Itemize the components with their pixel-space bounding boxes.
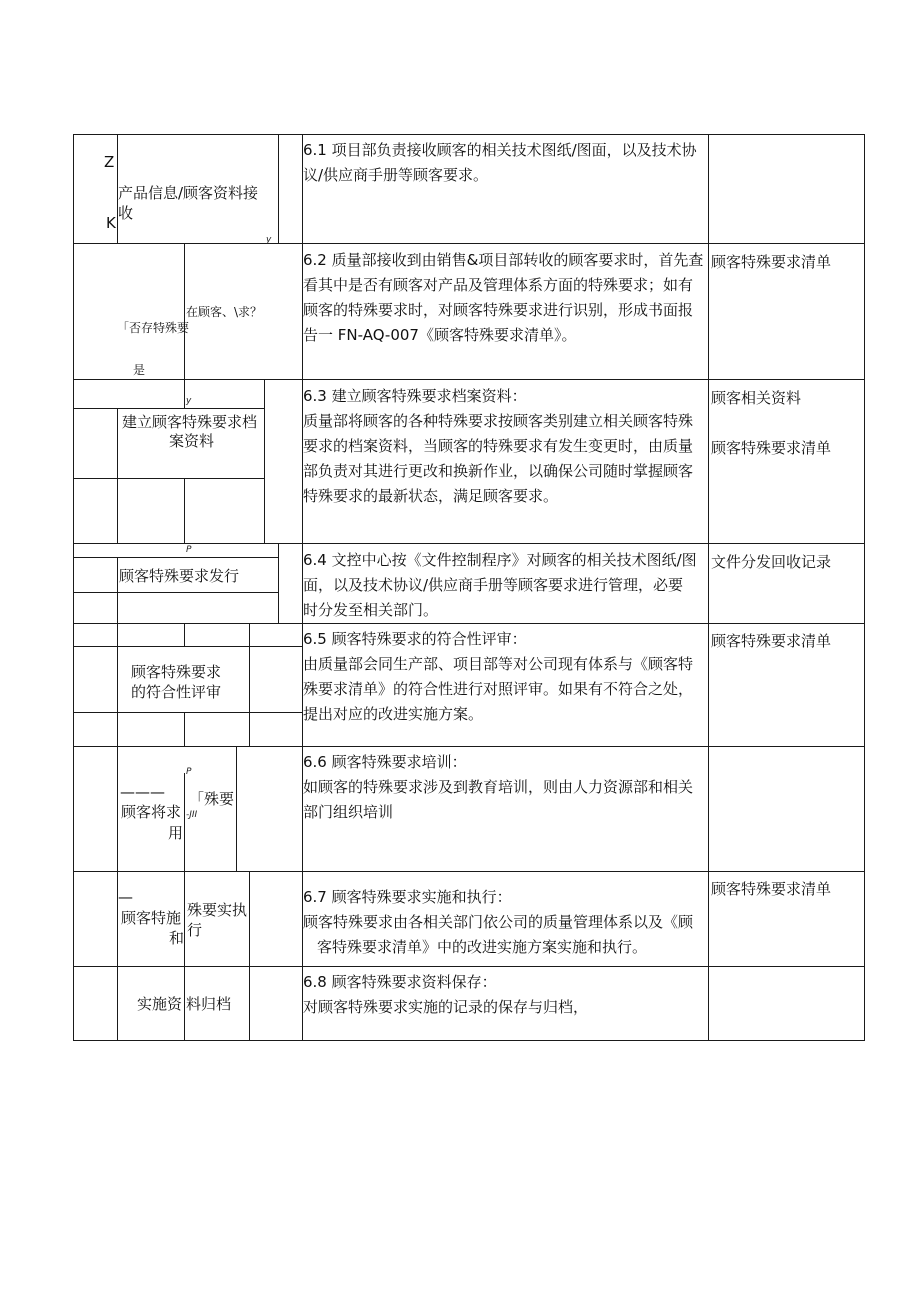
flow-step-1-text-cont: 收 [118,204,134,222]
desc-line: 如顾客的特殊要求涉及到教育培训，则由人力资源部和相关 [303,778,694,796]
flow-decision-question: 在顾客、\求？ [186,305,263,319]
output-record: 文件分发回收记录 [711,553,832,571]
table-bottom-border [73,1040,865,1041]
desc-line: 对顾客特殊要求实施的记录的保存与归档， [303,998,589,1016]
flow-step-6-text: 顾客将求 [121,803,182,821]
flow-grid-line [184,712,185,746]
flow-mark: y [186,396,192,406]
flow-step-1-text: 产品信息/顾客资料接 [118,184,259,202]
flow-grid-line [184,379,185,408]
desc-line: 殊要求清单》的符合性进行对照评审。如果有不符合之处， [303,680,694,698]
desc-line: 议/供应商手册等顾客要求。 [303,166,489,184]
flow-box-right [278,134,279,243]
flow-step-7-text-cont: 和 [169,929,185,947]
desc-6-4 [303,548,707,623]
desc-line: 部负责对其进行更改和换新作业，以确保公司随时掌握顾客 [303,462,694,480]
desc-6-6 [303,750,707,825]
row-divider [73,746,865,747]
flow-step-6-right: 「殊要 [189,790,235,808]
desc-line: 6.7 顾客特殊要求实施和执行： [303,888,512,906]
flow-grid-line [264,379,265,543]
desc-line: 告一 FN-AQ-007《顾客特殊要求清单》。 [303,326,577,344]
flow-grid-line [73,408,265,409]
flow-mark: y [266,235,272,245]
row-divider [73,243,865,244]
desc-line: 部门组织培训 [303,803,394,821]
desc-line: 提出对应的改进实施方案。 [303,705,484,723]
flow-grid-line [184,623,185,646]
flow-grid-line [236,746,237,871]
flow-grid-line [73,712,303,713]
flow-step-6-text-cont: 用 [168,824,184,842]
row-divider [73,623,865,624]
flow-step-7-right: 殊要实执 [187,901,248,919]
desc-line: 顾客的特殊要求时，对顾客特殊要求进行识别，形成书面报 [303,301,694,319]
desc-line: 6.8 顾客特殊要求资料保存： [303,973,497,991]
flow-dash: ——— [120,783,165,801]
flow-step-3-text: 建立顾客特殊要求档 [122,413,258,431]
flow-marker: K [106,214,116,232]
flow-mark: P [186,545,192,555]
flow-mark: P [186,767,192,777]
flow-grid-line [73,557,279,558]
desc-6-7 [303,885,707,960]
flow-step-7-text: 顾客特施 [121,909,182,927]
flow-marker: Z [104,153,115,171]
output-record: 顾客特殊要求清单 [711,439,832,457]
desc-6-8 [303,970,707,1020]
row-divider [73,871,865,872]
flow-grid-line [249,623,250,746]
desc-line: 6.6 顾客特殊要求培训： [303,753,467,771]
flow-grid-line [249,966,250,1041]
flow-step-5-text-cont: 的符合性评审 [131,683,222,701]
flow-grid-line [117,746,118,871]
flow-decision-text: 「否存特殊要 [117,321,190,335]
desc-6-3 [303,384,707,509]
desc-line: 6.1 项目部负责接收顾客的相关技术图纸/图面，以及技术协 [303,141,697,159]
flow-decision-yes: 是 [133,363,146,377]
row-divider [73,379,865,380]
desc-line: 看其中是否有顾客对产品及管理体系方面的特殊要求；如有 [303,276,694,294]
flow-step-7-right-cont: 行 [187,921,203,939]
flow-step-8-text-cont: 料归档 [186,995,232,1013]
desc-line: 由质量部会同生产部、项目部等对公司现有体系与《顾客特 [303,655,694,673]
flow-grid-line [184,773,185,871]
flow-dash: — [118,888,133,906]
output-record: 顾客特殊要求清单 [711,880,832,898]
flow-step-3-text-cont: 案资料 [169,432,215,450]
flow-mark: -JII [186,810,198,820]
flow-grid-line [278,543,279,623]
flow-grid-line [249,871,250,966]
flow-grid-line [73,646,303,647]
desc-line: 特殊要求的最新状态，满足顾客要求。 [303,487,559,505]
desc-line: 要求的档案资料，当顾客的特殊要求有发生变更时，由质量 [303,437,694,455]
table-right-border [864,134,865,1041]
flow-grid-line [184,966,185,1041]
desc-line: 6.4 文控中心按《文件控制程序》对顾客的相关技术图纸/图 [303,551,697,569]
desc-line: 面，以及技术协议/供应商手册等顾客要求进行管理，必要 [303,576,684,594]
row-divider [73,966,865,967]
desc-6-2 [303,248,707,348]
desc-line: 顾客特殊要求由各相关部门依公司的质量管理体系以及《顾 [303,913,694,931]
flow-grid-line [184,871,185,966]
flow-grid-line [117,408,118,543]
flow-grid-line [117,623,118,746]
row-divider [73,543,865,544]
flow-grid-line [117,966,118,1041]
output-record: 顾客相关资料 [711,389,802,407]
desc-line: 客特殊要求清单》中的改进实施方案实施和执行。 [317,938,648,956]
desc-6-5 [303,627,707,727]
desc-6-1 [303,138,707,188]
desc-line: 质量部将顾客的各种特殊要求按顾客类别建立相关顾客特殊 [303,412,694,430]
flow-grid-line [117,557,118,623]
output-record: 顾客特殊要求清单 [711,632,832,650]
flow-grid-line [73,478,265,479]
flow-step-4-text: 顾客特殊要求发行 [119,567,240,585]
table-top-border [73,134,865,135]
desc-line: 6.5 顾客特殊要求的符合性评审： [303,630,527,648]
column-divider-output [708,134,709,1041]
flow-step-8-text: 实施资 [137,995,183,1013]
desc-line: 时分发至相关部门。 [303,601,439,619]
flow-grid-line [184,478,185,543]
desc-line: 6.3 建立顾客特殊要求档案资料： [303,387,527,405]
table-left-border [73,134,74,1041]
output-record: 顾客特殊要求清单 [711,253,832,271]
desc-line: 6.2 质量部接收到由销售&项目部转收的顾客要求时，首先查 [303,251,704,269]
flow-grid-line [73,592,279,593]
flow-decision-divider [184,243,185,379]
flow-step-5-text: 顾客特殊要求 [131,663,222,681]
